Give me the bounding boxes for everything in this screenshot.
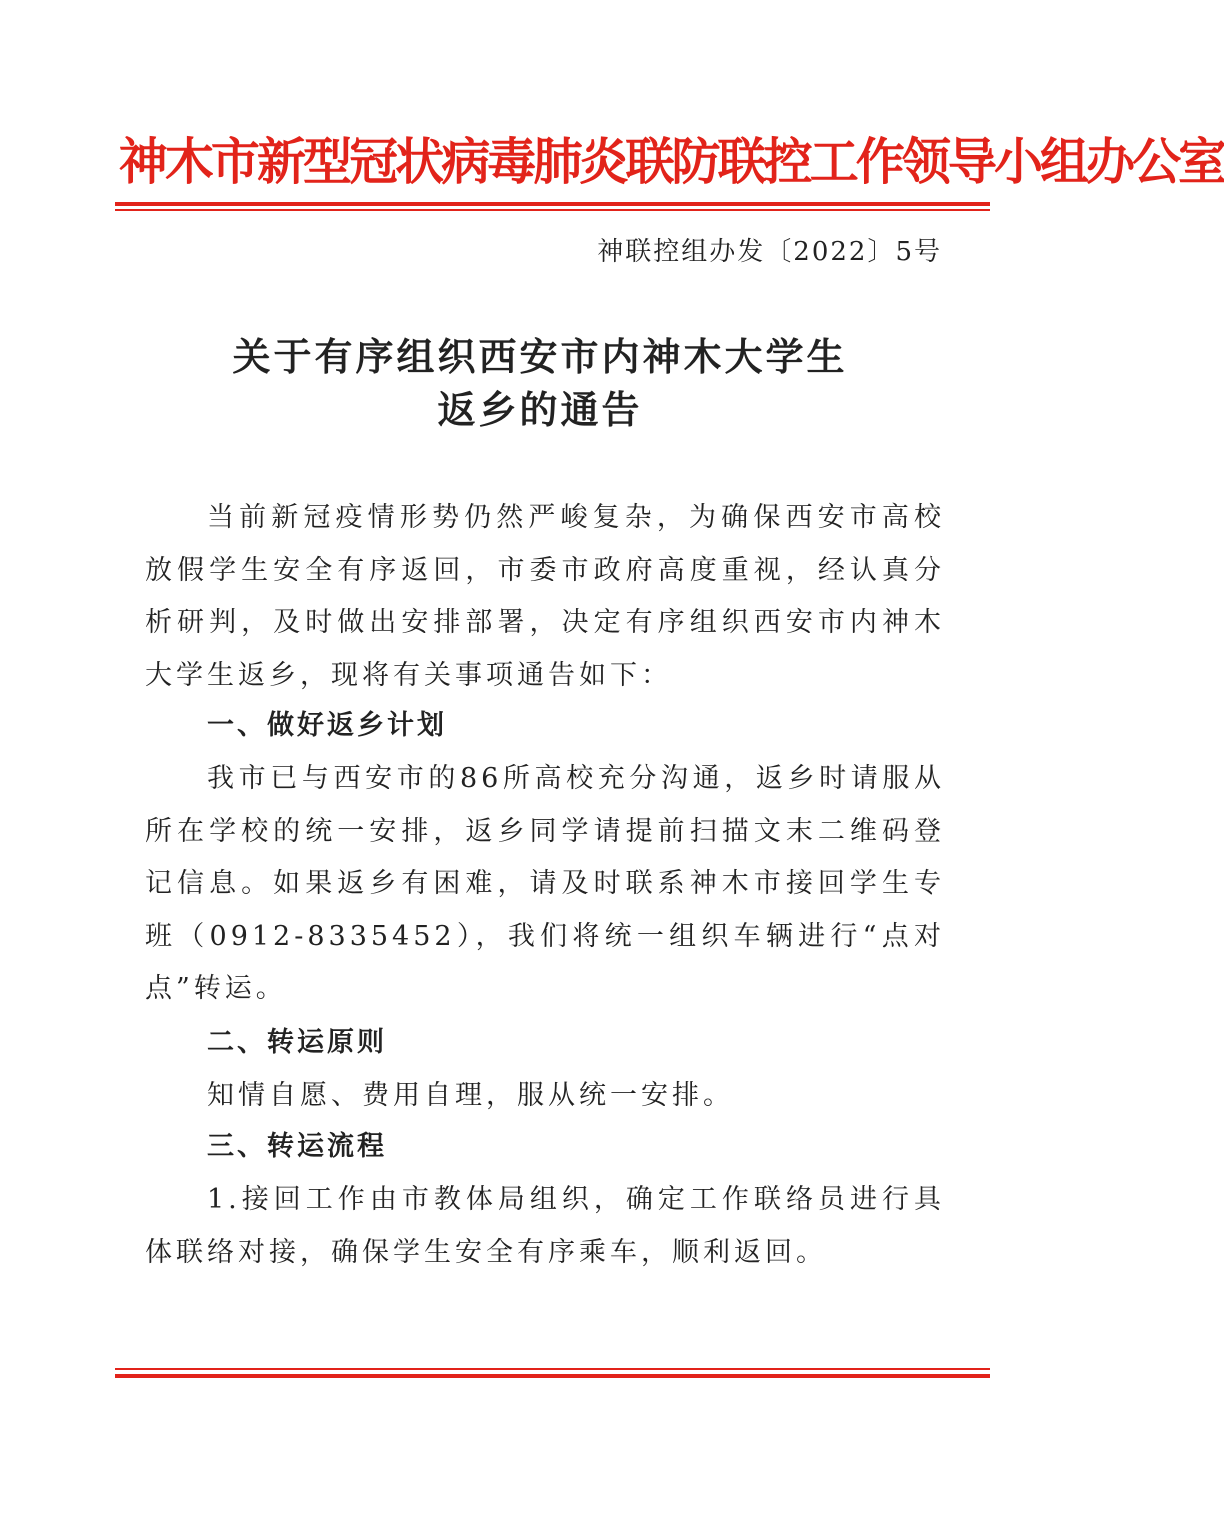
section-2-paragraph: 知情自愿、费用自理，服从统一安排。 xyxy=(207,1080,734,1111)
section-3-heading: 三、转运流程 xyxy=(207,1131,387,1162)
footer-rule-thick xyxy=(115,1374,990,1378)
intro-paragraph: 当前新冠疫情形势仍然严峻复杂，为确保西安市高校放假学生安全有序返回，市委市政府高度重视，经认真分析研判，及时做出安排部署，决定有序组织西安市内神木大学生返乡，现将有关事项通告如下： xyxy=(145,502,945,691)
section-3-item-1: 1.接回工作由市教体局组织，确定工作联络员进行具体联络对接，确保学生安全有序乘车，顺利返回。 xyxy=(145,1184,945,1268)
document-number: 神联控组办发〔2022〕5号 xyxy=(597,237,942,267)
footer-rule-thin xyxy=(115,1368,990,1370)
section-1-paragraph: 我市已与西安市的86所高校充分沟通，返乡时请服从所在学校的统一安排，返乡同学请提前扫描文末二维码登记信息。如果返乡有困难，请及时联系神木市接回学生专班（0912-8335452），我们将统一组织车辆进行“点对点”转运。 xyxy=(145,763,945,1004)
masthead-rule-thin xyxy=(115,209,990,211)
title-line-1: 关于有序组织西安市内神木大学生 xyxy=(232,334,848,379)
title-line-2: 返乡的通告 xyxy=(437,387,643,432)
section-2-heading: 二、转运原则 xyxy=(207,1027,387,1058)
section-1-heading: 一、做好返乡计划 xyxy=(207,710,447,741)
masthead-rule-thick xyxy=(115,202,990,206)
org-masthead: 神木市新型冠状病毒肺炎联防联控工作领导小组办公室 xyxy=(118,133,1224,191)
